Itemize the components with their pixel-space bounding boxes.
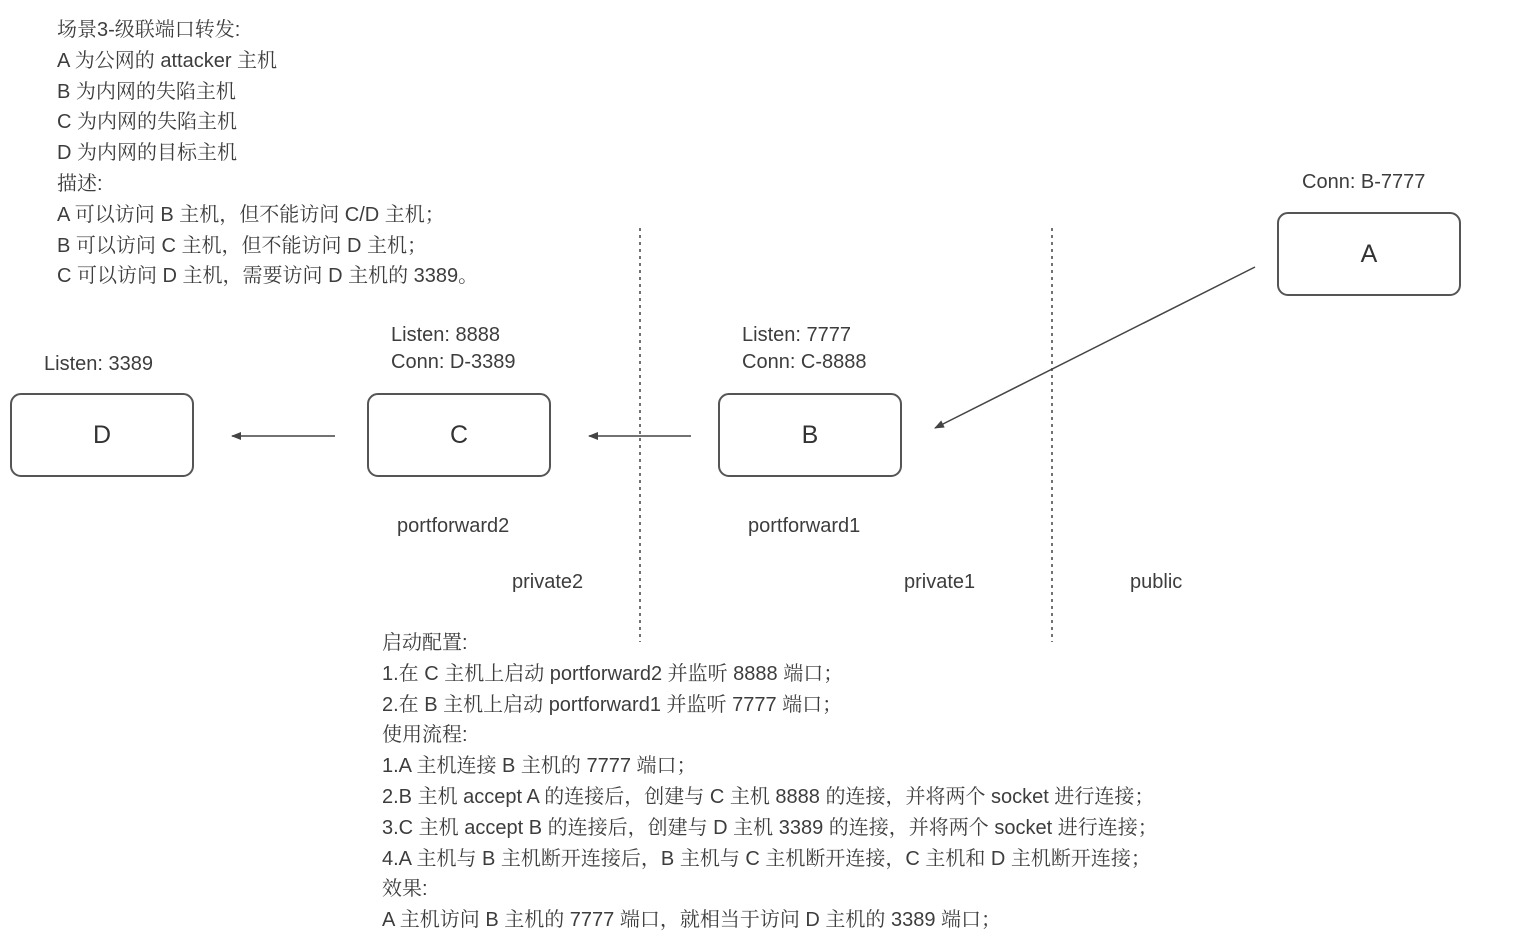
node-d-listen-note: Listen: 3389 (44, 353, 153, 375)
steps-line: 3.C 主机 accept B 的连接后，创建与 D 主机 3389 的连接，并将两个 socket 进行连接； (382, 816, 1158, 839)
steps-line: 使用流程: (382, 724, 468, 747)
intro-line: 场景3-级联端口转发: (57, 19, 241, 41)
node-d[interactable] (10, 393, 194, 477)
node-c-listen-note: Listen: 8888 (391, 324, 500, 346)
node-a-label: A (1360, 239, 1378, 268)
intro-line: C 可以访问 D 主机，需要访问 D 主机的 3389。 (57, 265, 479, 288)
node-a-conn-note: Conn: B-7777 (1302, 171, 1426, 193)
zone-label-public: public (1130, 571, 1183, 593)
intro-line: B 可以访问 C 主机，但不能访问 D 主机； (57, 234, 428, 257)
steps-line: 2.在 B 主机上启动 portforward1 并监听 7777 端口； (382, 693, 843, 716)
intro-text (57, 15, 478, 292)
steps-line: 1.在 C 主机上启动 portforward2 并监听 8888 端口； (382, 662, 844, 685)
arrow-a-to-b (935, 267, 1255, 428)
node-a[interactable] (1277, 212, 1461, 296)
node-c-label: C (449, 420, 469, 449)
steps-line: 启动配置: (382, 632, 468, 654)
steps-text (382, 628, 1158, 936)
node-b-program: portforward1 (748, 515, 861, 537)
intro-line: A 为公网的 attacker 主机 (57, 49, 278, 72)
intro-line: C 为内网的失陷主机 (57, 111, 237, 134)
node-c-conn-note: Conn: D-3389 (391, 351, 516, 373)
steps-line: A 主机访问 B 主机的 7777 端口，就相当于访问 D 主机的 3389 端口； (382, 909, 1002, 932)
node-d-label: D (92, 420, 112, 449)
zone-label-private1: private1 (904, 571, 976, 593)
node-b-conn-note: Conn: C-8888 (742, 351, 867, 373)
node-c[interactable] (367, 393, 551, 477)
node-b-label: B (801, 420, 819, 449)
zone-label-private2: private2 (512, 571, 584, 593)
steps-line: 效果: (382, 878, 428, 901)
node-c-program: portforward2 (397, 515, 510, 537)
intro-line: B 为内网的失陷主机 (57, 80, 236, 103)
intro-line: D 为内网的目标主机 (57, 142, 237, 165)
steps-line: 4.A 主机与 B 主机断开连接后，B 主机与 C 主机断开连接，C 主机和 D 主机断开连接； (382, 847, 1151, 870)
steps-line: 1.A 主机连接 B 主机的 7777 端口； (382, 755, 697, 778)
intro-line: A 可以访问 B 主机，但不能访问 C/D 主机； (57, 203, 445, 226)
intro-line: 描述: (57, 172, 103, 195)
node-b-listen-note: Listen: 7777 (742, 324, 851, 346)
node-b[interactable] (718, 393, 902, 477)
steps-line: 2.B 主机 accept A 的连接后，创建与 C 主机 8888 的连接，并将两个 socket 进行连接； (382, 785, 1155, 808)
